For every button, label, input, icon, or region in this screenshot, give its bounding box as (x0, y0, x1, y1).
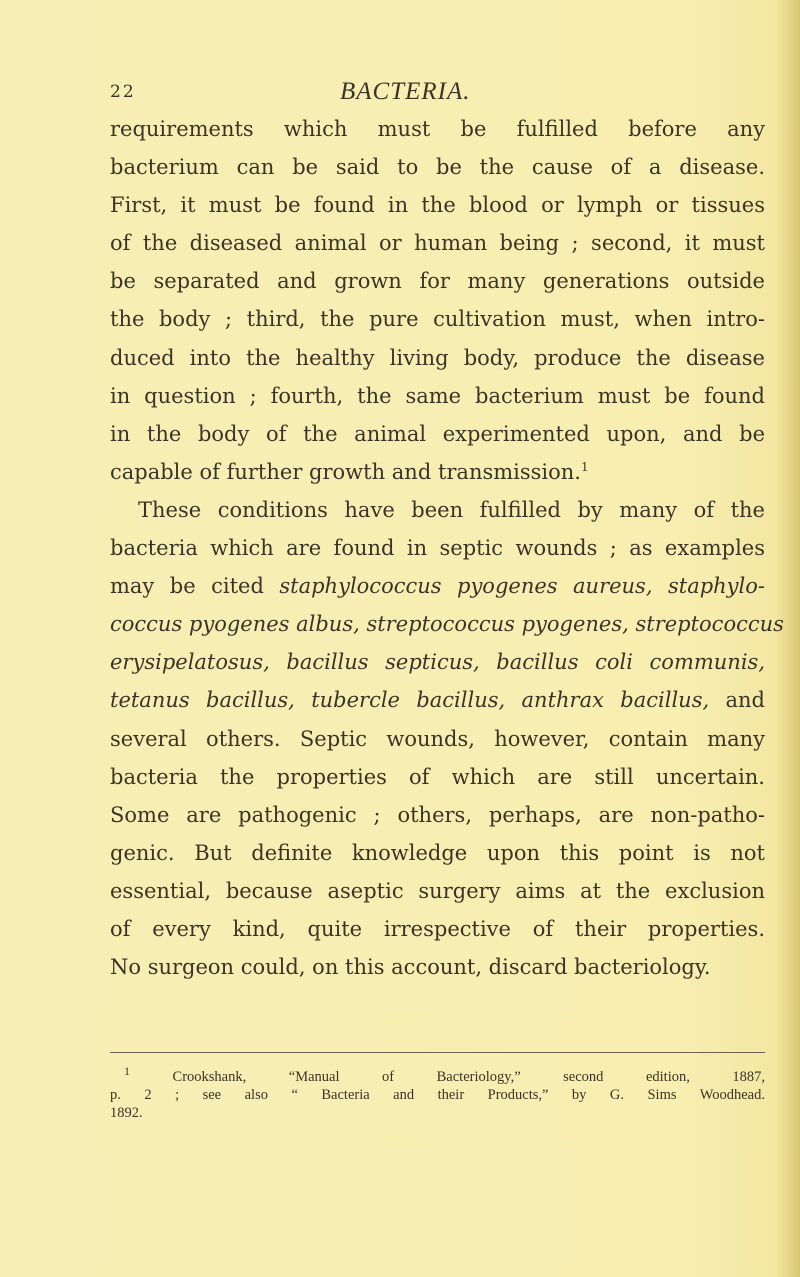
text-line (110, 910, 765, 948)
text-segment: bacteria which are found in septic wounds ; as examples (110, 536, 765, 561)
footnote-reference: 1 (580, 459, 589, 474)
text-line (110, 948, 765, 986)
text-line (110, 300, 765, 338)
footnote (110, 1064, 766, 1122)
text-segment: may be cited (110, 574, 280, 599)
text-segment: duced into the healthy living body, produce the disease (110, 345, 765, 370)
text-line (110, 186, 765, 224)
running-head: BACTERIA. (340, 78, 471, 105)
text-segment: bacterium can be said to be the cause of a disease. (110, 155, 765, 180)
text-segment: in question ; fourth, the same bacterium must be found (110, 383, 765, 408)
text-line (110, 834, 765, 872)
text-line (110, 720, 765, 758)
text-line (110, 491, 765, 529)
text-segment: of the diseased animal or human being ; second, it must (110, 231, 765, 256)
text-segment: of every kind, quite irrespective of their properties. (110, 916, 765, 941)
footnote-rule (110, 1052, 765, 1053)
text-line (110, 605, 784, 643)
text-line (110, 339, 765, 377)
text-line (110, 453, 765, 491)
footnote-text: Crookshank, “Manual of Bacteriology,” second edition, 1887, (172, 1069, 766, 1085)
text-line (110, 872, 765, 910)
text-line (110, 796, 765, 834)
italic-species-names: staphylococcus pyogenes aureus, staphylo- (279, 574, 765, 599)
footnote-line: 1892. (110, 1105, 143, 1121)
italic-species-names: coccus pyogenes albus, streptococcus pyogenes, streptococcus (110, 612, 784, 637)
page-header (110, 78, 765, 108)
text-segment: bacteria the properties of which are still uncertain. (110, 764, 765, 789)
text-segment: the body ; third, the pure cultivation must, when intro- (110, 307, 765, 332)
text-segment: genic. But definite knowledge upon this point is not (110, 840, 765, 865)
footnote-line: p. 2 ; see also “ Bacteria and their Products,” by G. Sims Woodhead. (110, 1087, 765, 1103)
text-line (110, 643, 765, 681)
text-line (110, 224, 765, 262)
text-line (110, 567, 765, 605)
italic-species-names: erysipelatosus, bacillus septicus, bacillus coli communis, (110, 650, 765, 675)
text-segment: capable of further growth and transmission. (110, 459, 581, 484)
text-segment: No surgeon could, on this account, discard bacteriology. (110, 955, 711, 980)
text-segment: and (709, 688, 765, 713)
text-segment: requirements which must be fulfilled before any (110, 117, 765, 141)
text-line (110, 110, 765, 148)
text-line (110, 262, 765, 300)
text-line (110, 681, 765, 719)
text-segment: essential, because aseptic surgery aims at the exclusion (110, 878, 765, 903)
text-line (110, 377, 765, 415)
text-segment: First, it must be found in the blood or lymph or tissues (110, 193, 765, 218)
text-line (110, 148, 765, 186)
text-line (110, 758, 765, 796)
text-segment: in the body of the animal experimented upon, and be (110, 421, 765, 446)
text-segment: Some are pathogenic ; others, perhaps, are non-patho- (110, 802, 765, 827)
italic-species-names: tetanus bacillus, tubercle bacillus, anthrax bacillus, (110, 688, 710, 713)
text-segment: be separated and grown for many generations outside (110, 269, 765, 294)
text-line (110, 415, 765, 453)
text-segment: several others. Septic wounds, however, contain many (110, 726, 765, 751)
footnote-line (110, 1064, 766, 1086)
text-line (110, 529, 765, 567)
page-number: 22 (110, 82, 136, 102)
body-text (110, 110, 784, 986)
text-segment: These conditions have been fulfilled by many of the (138, 497, 765, 522)
footnote-marker: 1 (124, 1064, 130, 1079)
